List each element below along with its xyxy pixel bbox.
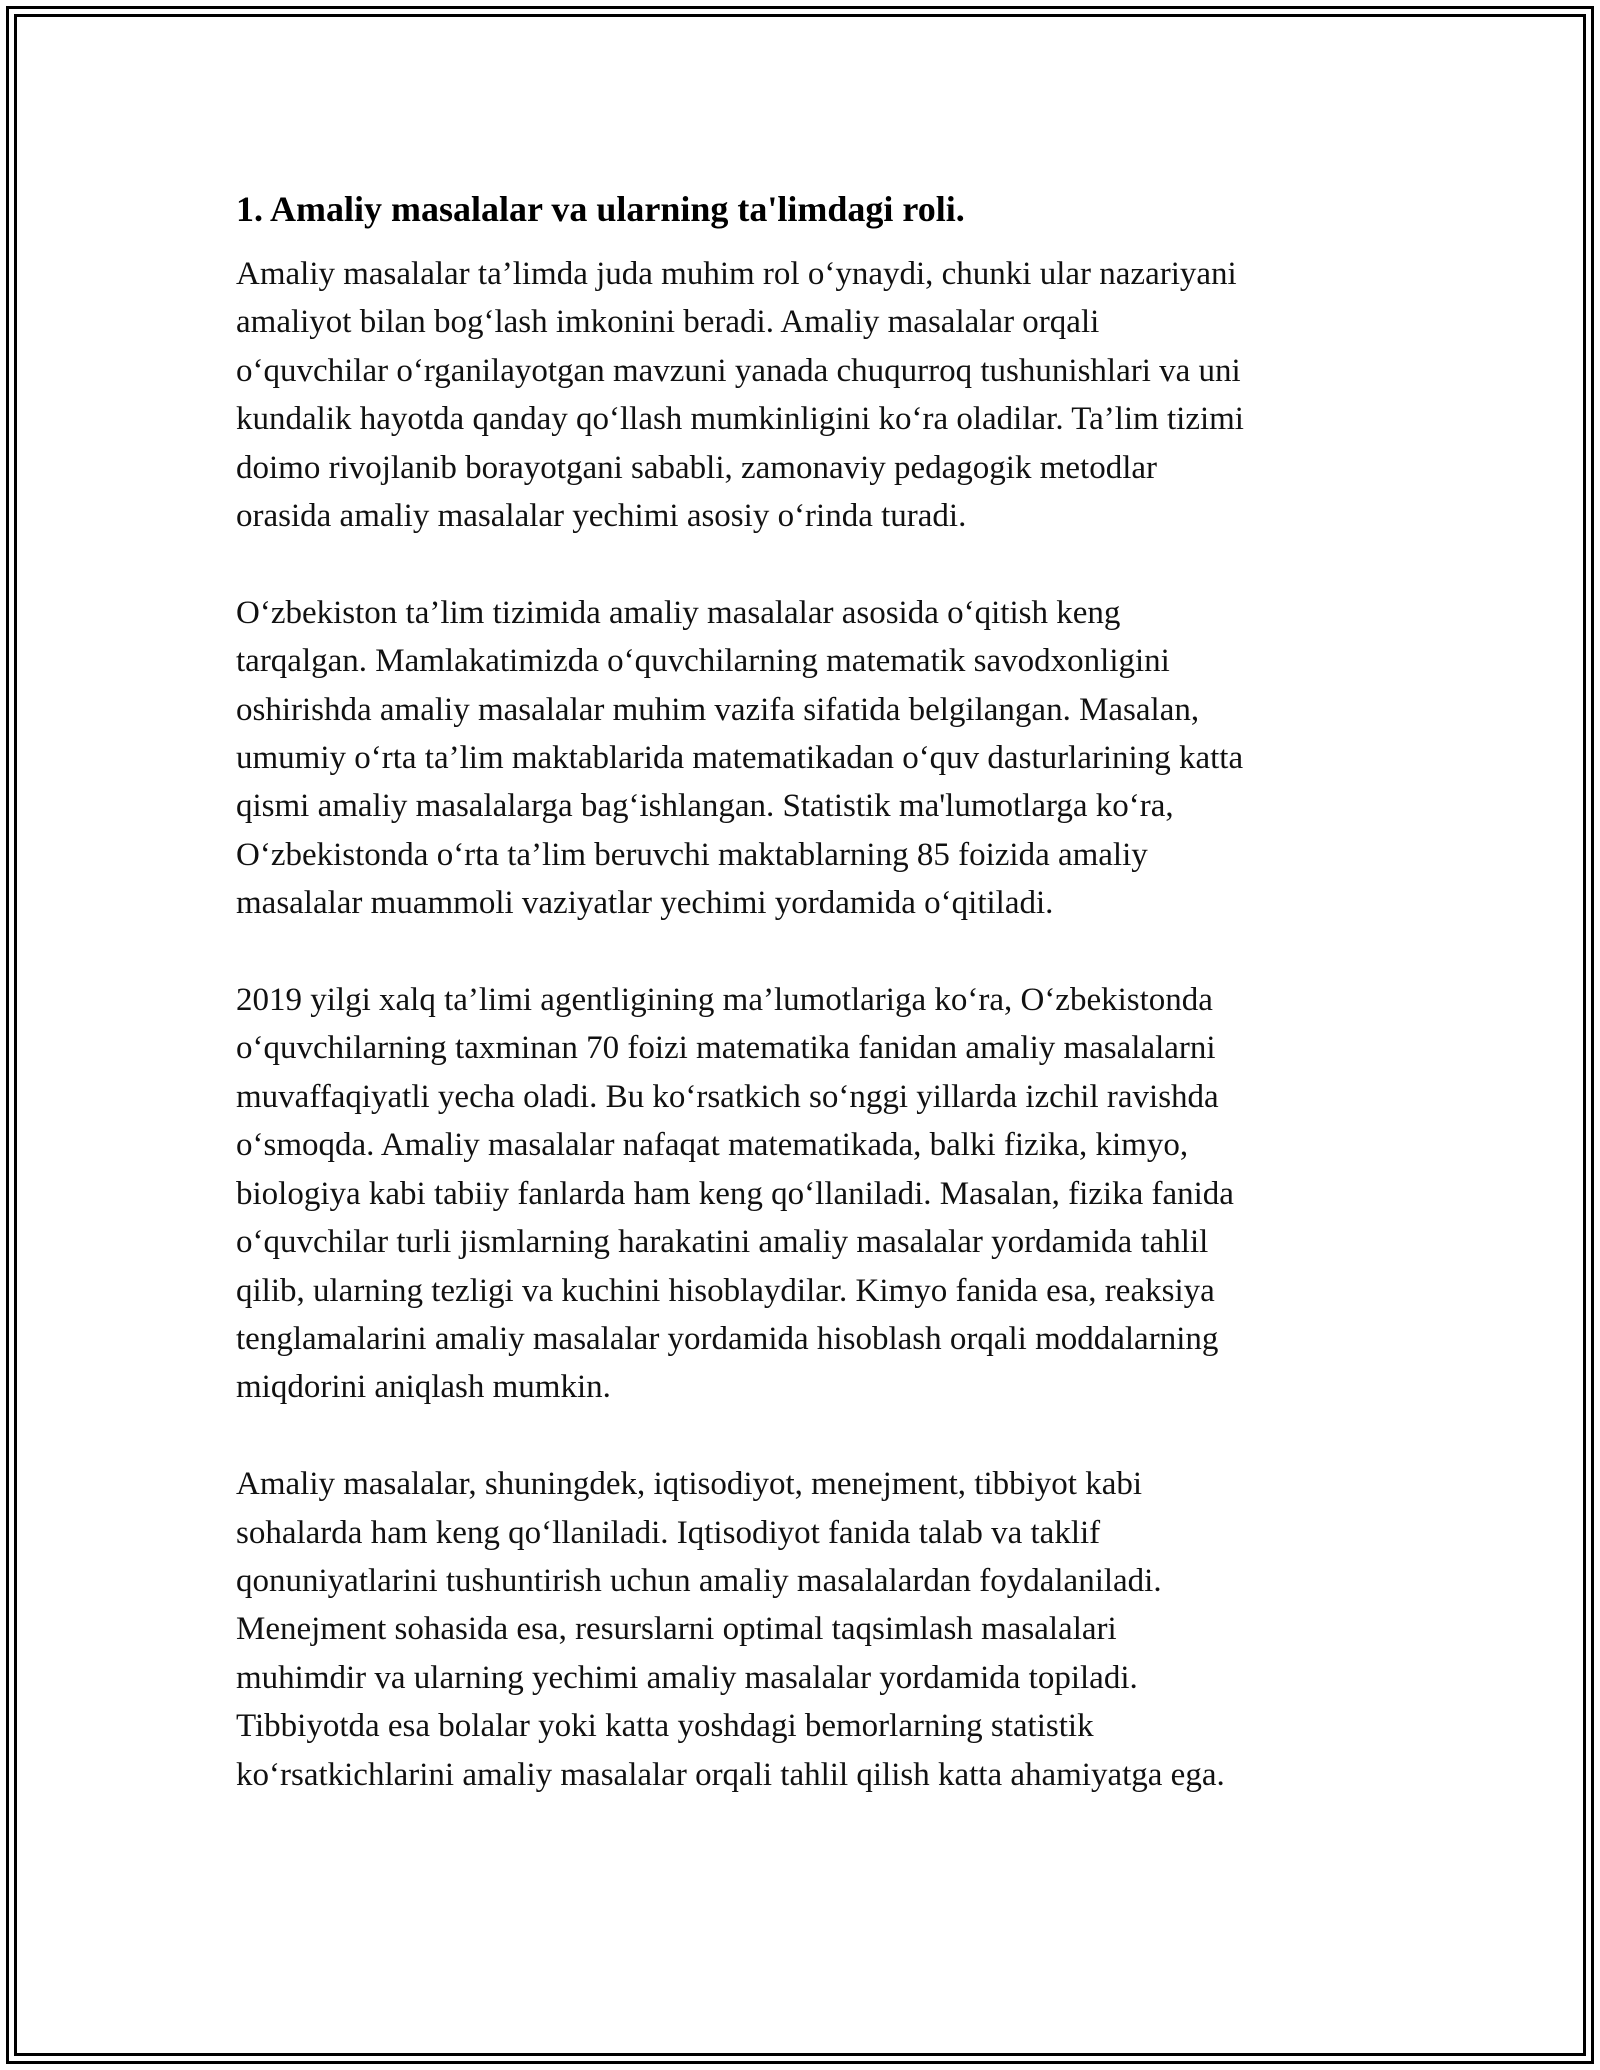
text-line: o‘quvchilar o‘rganilayotgan mavzuni yanada chuqurroq tushunishlari va uni [236, 352, 1241, 389]
text-line: qilib, ularning tezligi va kuchini hisoblaydilar. Kimyo fanida esa, reaksiya [236, 1272, 1215, 1309]
text-line: miqdorini aniqlash mumkin. [236, 1369, 611, 1406]
text-line: o‘quvchilar turli jismlarning harakatini amaliy masalalar yordamida tahlil [236, 1224, 1209, 1261]
text-line: O‘zbekiston ta’lim tizimida amaliy masalalar asosida o‘qitish keng [236, 594, 1121, 631]
paragraph-1 [236, 250, 1366, 540]
text-line: qismi amaliy masalalarga bag‘ishlangan. Statistik ma'lumotlarga ko‘ra, [236, 788, 1174, 825]
paragraph-2 [236, 589, 1366, 928]
section-heading: 1. Amaliy masalalar va ularning ta'limdagi roli. [236, 189, 965, 229]
text-line: Menejment sohasida esa, resurslarni optimal taqsimlash masalalari [236, 1611, 1117, 1648]
text-line: Amaliy masalalar ta’limda juda muhim rol o‘ynaydi, chunki ular nazariyani [236, 256, 1237, 292]
text-line: ko‘rsatkichlarini amaliy masalalar orqali tahlil qilish katta ahamiyatga ega. [236, 1756, 1225, 1793]
paragraph-3 [236, 976, 1366, 1412]
text-line: sohalarda ham keng qo‘llaniladi. Iqtisodiyot fanida talab va taklif [236, 1514, 1101, 1551]
text-line: O‘zbekistonda o‘rta ta’lim beruvchi maktablarning 85 foizida amaliy [236, 836, 1148, 873]
paragraph-4 [236, 1460, 1366, 1799]
text-line: oshirishda amaliy masalalar muhim vazifa sifatida belgilangan. Masalan, [236, 691, 1200, 728]
text-line: orasida amaliy masalalar yechimi asosiy o‘rinda turadi. [236, 498, 967, 535]
text-line: muhimdir va ularning yechimi amaliy masalalar yordamida topiladi. [236, 1659, 1138, 1696]
document-body [236, 186, 1366, 1847]
text-line: umumiy o‘rta ta’lim maktablarida matematikadan o‘quv dasturlarining katta [236, 740, 1244, 777]
text-line: amaliyot bilan bog‘lash imkonini beradi. Amaliy masalalar orqali [236, 304, 1100, 341]
text-line: tenglamalarini amaliy masalalar yordamida hisoblash orqali moddalarning [236, 1320, 1219, 1357]
text-line: biologiya kabi tabiiy fanlarda ham keng qo‘llaniladi. Masalan, fizika fanida [236, 1175, 1234, 1212]
text-line: Amaliy masalalar, shuningdek, iqtisodiyot, menejment, tibbiyot kabi [236, 1466, 1143, 1503]
text-line: Tibbiyotda esa bolalar yoki katta yoshdagi bemorlarning statistik [236, 1708, 1094, 1745]
text-line: muvaffaqiyatli yecha oladi. Bu ko‘rsatkich so‘nggi yillarda izchil ravishda [236, 1078, 1219, 1115]
text-line: qonuniyatlarini tushuntirish uchun amaliy masalalardan foydalaniladi. [236, 1562, 1162, 1599]
text-line: masalalar muammoli vaziyatlar yechimi yordamida o‘qitiladi. [236, 885, 1054, 922]
text-line: o‘smoqda. Amaliy masalalar nafaqat matematikada, balki fizika, kimyo, [236, 1127, 1189, 1164]
text-line: o‘quvchilarning taxminan 70 foizi matematika fanidan amaliy masalalarni [236, 1030, 1216, 1067]
text-line: doimo rivojlanib borayotgani sababli, zamonaviy pedagogik metodlar [236, 449, 1158, 486]
text-line: tarqalgan. Mamlakatimizda o‘quvchilarning matematik savodxonligini [236, 643, 1170, 680]
text-line: kundalik hayotda qanday qo‘llash mumkinligini ko‘ra oladilar. Ta’lim tizimi [236, 401, 1244, 438]
text-line: 2019 yilgi xalq ta’limi agentligining ma’lumotlariga ko‘ra, O‘zbekistonda [236, 982, 1213, 1019]
